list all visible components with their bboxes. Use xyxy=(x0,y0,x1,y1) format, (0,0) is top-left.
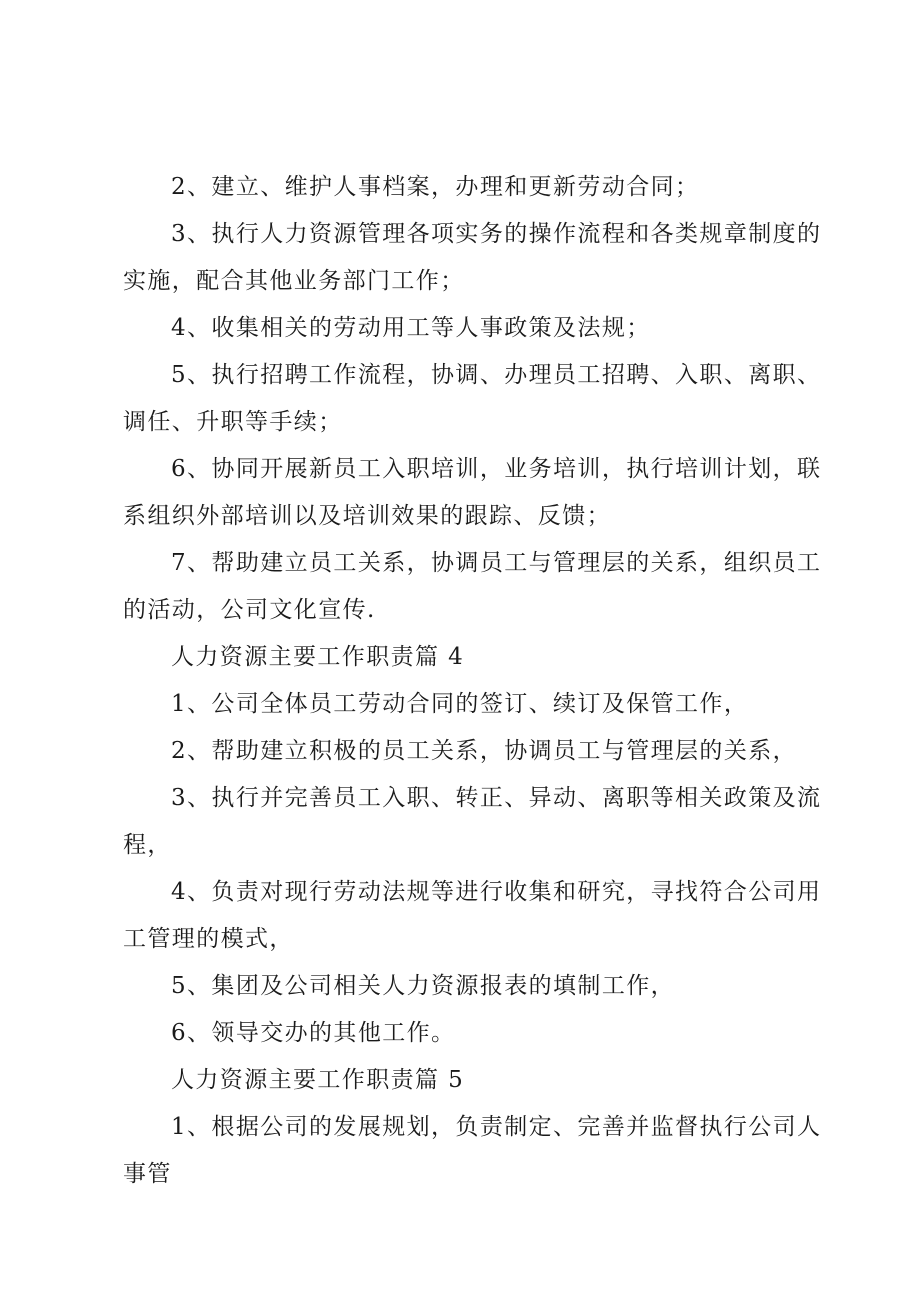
paragraph: 2、建立、维护人事档案，办理和更新劳动合同； xyxy=(171,174,700,200)
paragraph: 4、收集相关的劳动用工等人事政策及法规； xyxy=(171,315,651,341)
paragraph: 6、协同开展新员工入职培训，业务培训，执行培训计划，联系组织外部培训以及培训效果的跟踪、反馈； xyxy=(123,456,822,529)
paragraph: 2、帮助建立积极的员工关系，协调员工与管理层的关系， xyxy=(171,738,798,764)
paragraph: 5、集团及公司相关人力资源报表的填制工作， xyxy=(171,973,676,999)
document-body xyxy=(123,164,835,1198)
section-heading: 人力资源主要工作职责篇 4 xyxy=(171,644,465,670)
paragraph: 6、领导交办的其他工作。 xyxy=(171,1020,456,1046)
paragraph: 3、执行并完善员工入职、转正、异动、离职等相关政策及流程， xyxy=(123,785,822,858)
section-heading: 人力资源主要工作职责篇 5 xyxy=(171,1067,465,1093)
paragraph: 5、执行招聘工作流程，协调、办理员工招聘、入职、离职、调任、升职等手续； xyxy=(123,362,822,435)
paragraph: 1、根据公司的发展规划，负责制定、完善并监督执行公司人事管 xyxy=(123,1114,822,1187)
paragraph: 1、公司全体员工劳动合同的签订、续订及保管工作， xyxy=(171,691,749,717)
paragraph: 3、执行人力资源管理各项实务的操作流程和各类规章制度的实施，配合其他业务部门工作； xyxy=(123,221,822,294)
paragraph: 7、帮助建立员工关系，协调员工与管理层的关系，组织员工的活动，公司文化宣传. xyxy=(123,550,822,623)
paragraph: 4、负责对现行劳动法规等进行收集和研究，寻找符合公司用工管理的模式， xyxy=(123,879,822,952)
